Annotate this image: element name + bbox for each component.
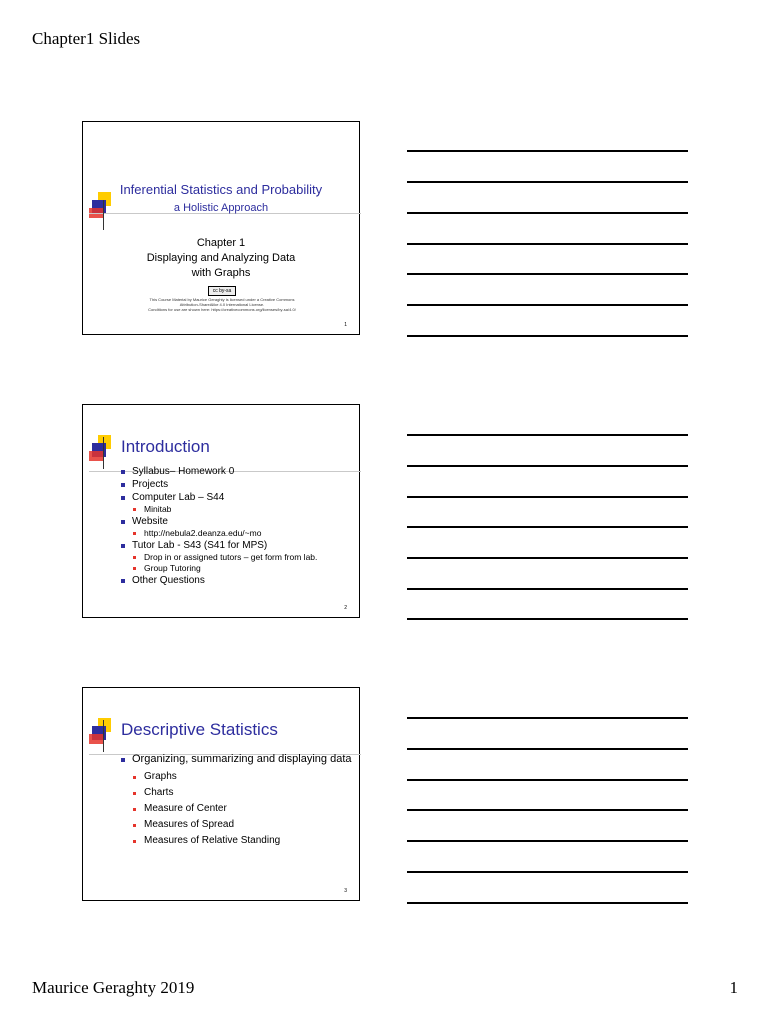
note-line bbox=[407, 809, 688, 811]
note-line bbox=[407, 496, 688, 498]
chapter-line: Displaying and Analyzing Data bbox=[146, 252, 296, 264]
note-line bbox=[407, 434, 688, 436]
bullet-item: Organizing, summarizing and displaying data bbox=[121, 752, 352, 767]
bullet-list bbox=[121, 752, 352, 849]
sub-bullet-item: Drop in or assigned tutors – get form from lab. bbox=[133, 552, 317, 563]
chapter-line: with Graphs bbox=[191, 267, 251, 279]
slide-subtitle: a Holistic Approach bbox=[173, 202, 269, 214]
slide-number: 1 bbox=[344, 322, 347, 328]
bullet-list bbox=[121, 465, 317, 587]
note-line bbox=[407, 465, 688, 467]
license-line: Conditions for use are shown here: https://creativecommons.org/licenses/by-sa/4.0/ bbox=[148, 307, 296, 312]
note-line bbox=[407, 748, 688, 750]
slide-number: 2 bbox=[344, 605, 347, 611]
bullet-item: Website bbox=[121, 515, 317, 528]
sub-bullet-item: Measure of Center bbox=[133, 801, 352, 817]
note-line bbox=[407, 212, 688, 214]
note-line bbox=[407, 618, 688, 620]
note-line bbox=[407, 902, 688, 904]
note-line bbox=[407, 557, 688, 559]
bullet-item: Computer Lab – S44 bbox=[121, 491, 317, 504]
license-text bbox=[113, 297, 331, 312]
sub-bullet-item: http://nebula2.deanza.edu/~mo bbox=[133, 528, 317, 539]
footer-author: Maurice Geraghty 2019 bbox=[32, 978, 195, 997]
license-line: Attribution-ShareAlike 4.0 International License. bbox=[179, 302, 265, 307]
slide-3 bbox=[82, 687, 360, 901]
note-line bbox=[407, 304, 688, 306]
sub-bullet-item: Graphs bbox=[133, 769, 352, 785]
slide-1 bbox=[82, 121, 360, 335]
page-header-title: Chapter1 Slides bbox=[32, 29, 141, 48]
bullet-item: Other Questions bbox=[121, 574, 317, 587]
sub-bullet-item: Minitab bbox=[133, 504, 317, 515]
creative-commons-icon: cc by-sa bbox=[208, 286, 236, 296]
note-line bbox=[407, 779, 688, 781]
bullet-item: Tutor Lab - S43 (S41 for MPS) bbox=[121, 539, 317, 552]
sub-bullet-item: Group Tutoring bbox=[133, 563, 317, 574]
chapter-heading bbox=[83, 236, 359, 281]
note-line bbox=[407, 181, 688, 183]
footer-page-number: 1 bbox=[729, 978, 738, 997]
license-line: This Course Material by Maurice Geraghty is licensed under a Creative Commons bbox=[149, 297, 295, 302]
note-line bbox=[407, 526, 688, 528]
sub-bullet-item: Measures of Relative Standing bbox=[133, 833, 352, 849]
note-line bbox=[407, 840, 688, 842]
sub-bullet-item: Measures of Spread bbox=[133, 817, 352, 833]
slide-title: Descriptive Statistics bbox=[121, 720, 278, 739]
chapter-line: Chapter 1 bbox=[196, 237, 246, 249]
note-line bbox=[407, 150, 688, 152]
note-line bbox=[407, 717, 688, 719]
note-line bbox=[407, 335, 688, 337]
note-line bbox=[407, 871, 688, 873]
note-line bbox=[407, 588, 688, 590]
bullet-item: Syllabus– Homework 0 bbox=[121, 465, 317, 478]
bullet-item: Projects bbox=[121, 478, 317, 491]
sub-bullet-item: Charts bbox=[133, 785, 352, 801]
note-line bbox=[407, 243, 688, 245]
slide-number: 3 bbox=[344, 888, 347, 894]
slide-title: Introduction bbox=[121, 437, 210, 456]
note-line bbox=[407, 273, 688, 275]
slide-2 bbox=[82, 404, 360, 618]
slide-title: Inferential Statistics and Probability bbox=[119, 182, 323, 197]
